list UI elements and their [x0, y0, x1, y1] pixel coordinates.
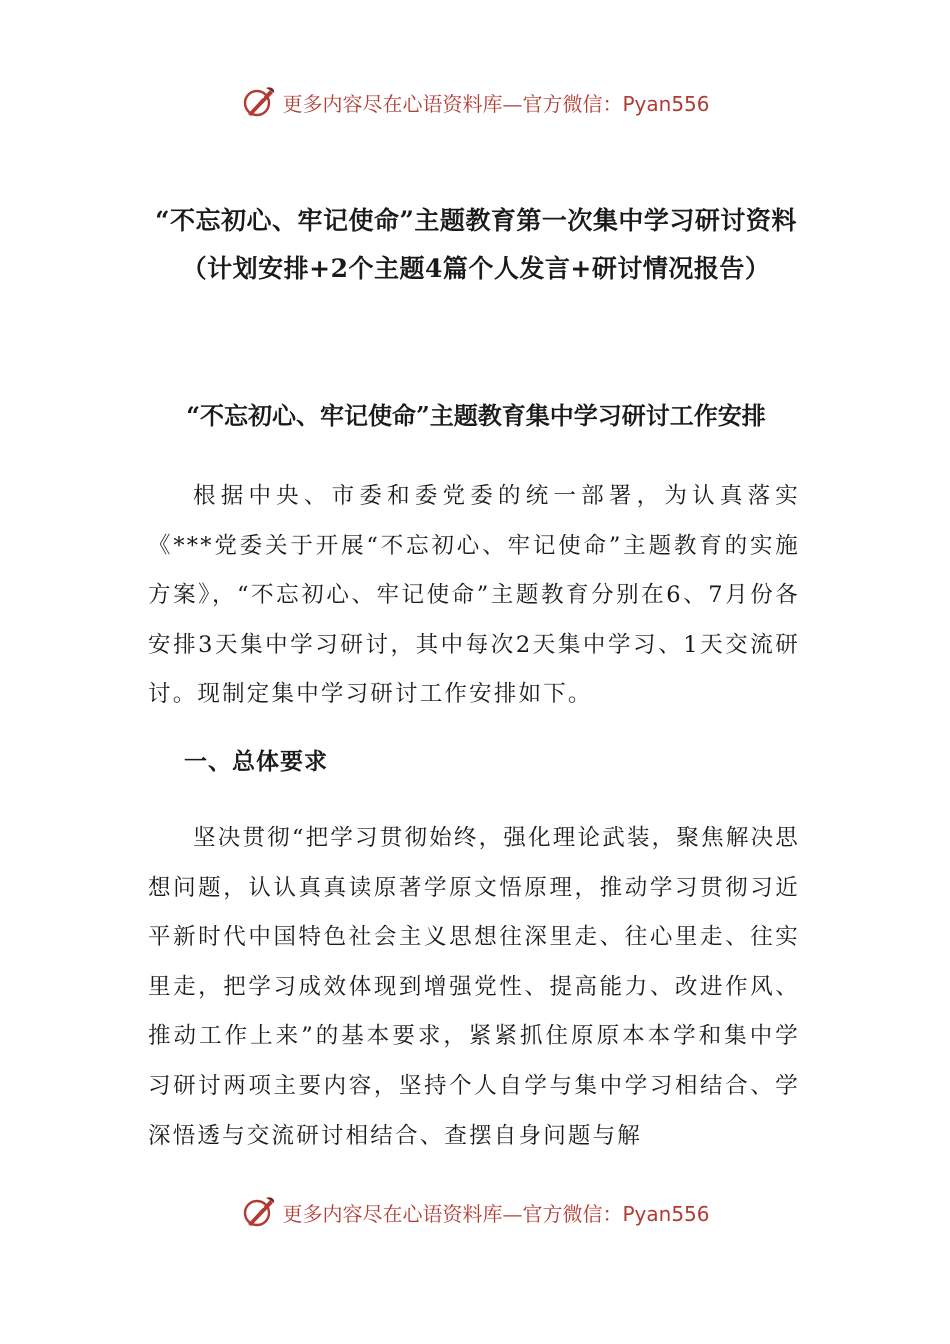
section-heading: 一、总体要求 [184, 748, 328, 775]
header-watermark-banner [0, 80, 950, 124]
wechat-id: Pyan556 [622, 1201, 710, 1226]
section-title: “不忘初心、牢记使命”主题教育集中学习研讨工作安排 [186, 401, 766, 430]
quill-pen-logo-icon [240, 1194, 276, 1230]
body-paragraph: 根据中央、市委和委党委的统一部署，为认真落实《***党委关于开展“不忘初心、牢记使命”主题教育的实施方案》，“不忘初心、牢记使命”主题教育分别在6、7月份各安排3天集中学习研讨，其中每次2天集中学习、1天交流研讨。现制定集中学习研讨工作安排如下。 [148, 483, 800, 708]
footer-watermark-banner [0, 1190, 950, 1234]
quill-pen-logo-icon [240, 84, 276, 120]
watermark-text: 更多内容尽在心语资料库—官方微信：Pyan556 [282, 1201, 710, 1226]
watermark-text: 更多内容尽在心语资料库—官方微信：Pyan556 [282, 91, 710, 116]
body-paragraph: 坚决贯彻“把学习贯彻始终，强化理论武装，聚焦解决思想问题，认认真真读原著学原文悟原理，推动学习贯彻习近平新时代中国特色社会主义思想往深里走、往心里走、往实里走，把学习成效体现到增强党性、提高能力、改进作风、推动工作上来”的基本要求，紧紧抓住原原本本学和集中学习研讨两项主要内容，坚持个人自学与集中学习相结合、学深悟透与交流研讨相结合、查摆自身问题与解 [148, 825, 800, 1149]
document-title: “不忘初心、牢记使命”主题教育第一次集中学习研讨资料（计划安排+2个主题4篇个人发言+研讨情况报告） [155, 206, 797, 283]
wechat-id: Pyan556 [622, 91, 710, 116]
